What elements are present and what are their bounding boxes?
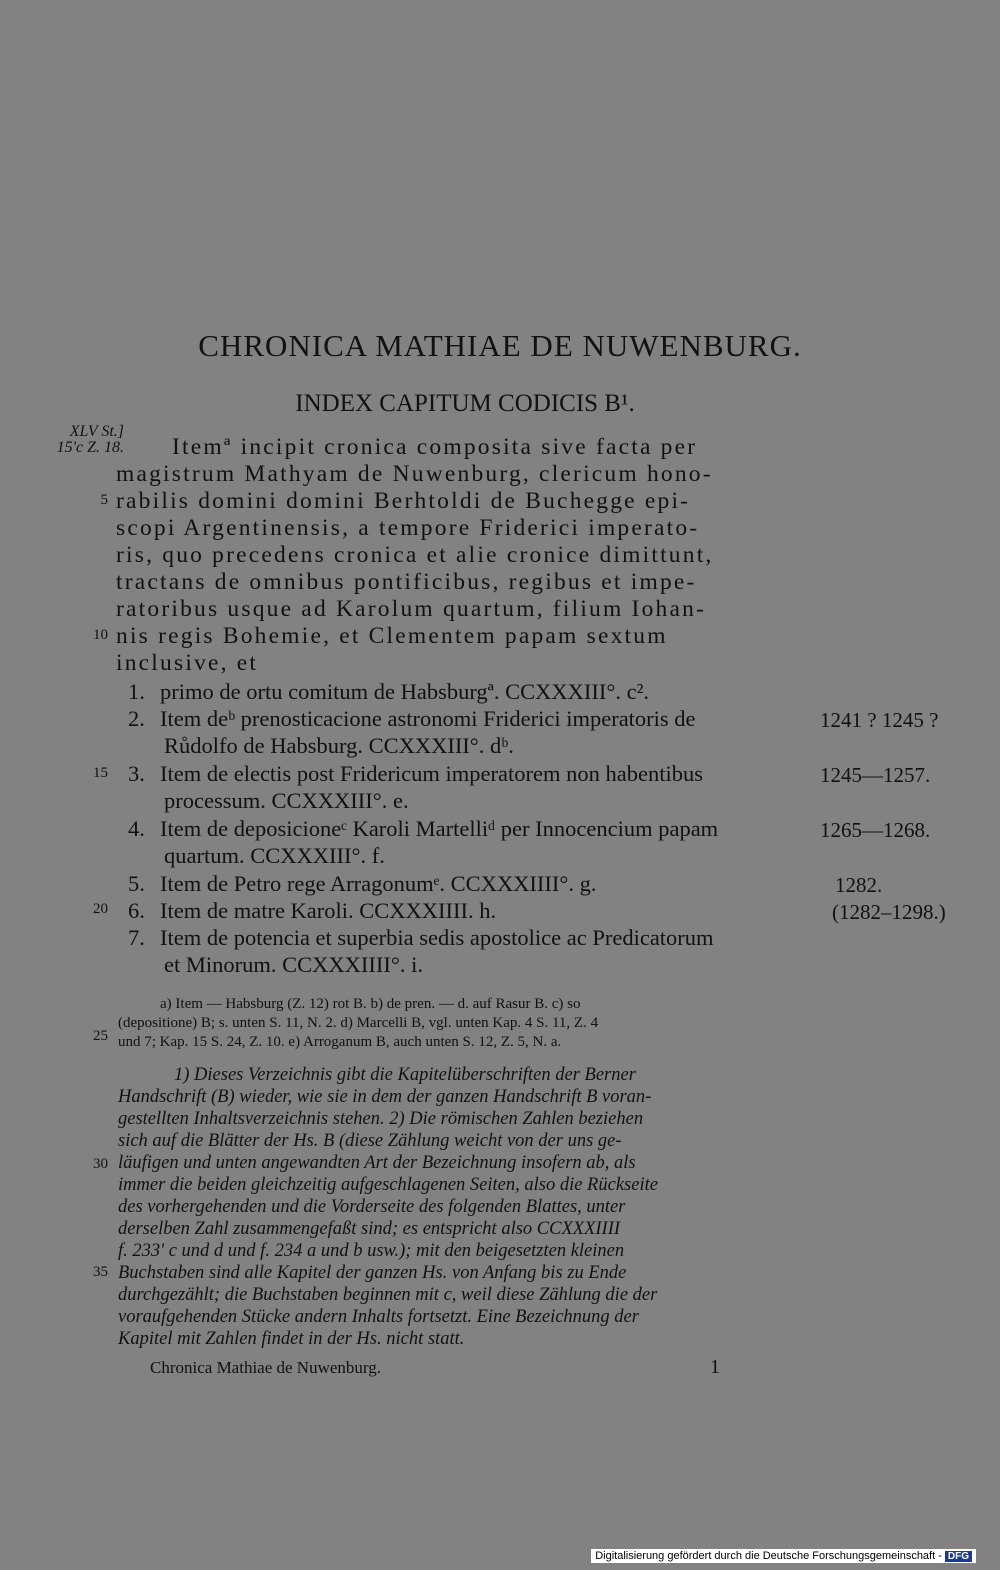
- apparatus-footnotes: [118, 995, 826, 1052]
- line-number-25: 25: [93, 1028, 108, 1044]
- entry-text: Item deᵇ prenosticacione astronomi Friderici imperatoris de: [160, 706, 696, 731]
- entry-text: Item de Petro rege Arragonumᵉ. CCXXXIIII°. g.: [160, 871, 597, 896]
- entry-text: Item de potencia et superbia sedis apostolice ac Predicatorum: [160, 925, 714, 950]
- footnote-line: voraufgehenden Stücke andern Inhalts fortsetzt. Eine Bezeichnung der: [118, 1307, 639, 1327]
- margin-reference: [28, 424, 124, 456]
- entry-text: Item de deposicioneᶜ Karoli Martelliᵈ per Innocencium papam: [160, 816, 719, 841]
- apparatus-line: (depositione) B; s. unten S. 11, N. 2. d) Marcelli B, vgl. unten Kap. 4 S. 11, Z. 4: [118, 1015, 599, 1031]
- line-number-5: 5: [100, 492, 108, 508]
- margin-reference-line2: 15'c Z. 18.: [56, 439, 124, 456]
- line-number-35: 35: [93, 1264, 108, 1280]
- body-line: ratoribus usque ad Karolum quartum, filium Iohan-: [116, 596, 707, 622]
- line-number-30: 30: [93, 1156, 108, 1172]
- footnote-line: des vorhergehenden und die Vorderseite des folgenden Blattes, unter: [118, 1197, 626, 1217]
- chapter-entry-3: [128, 760, 703, 814]
- entry-text-cont: processum. CCXXXIII°. e.: [164, 788, 409, 813]
- entry-date-6: (1282–1298.): [832, 900, 946, 924]
- line-number-15: 15: [93, 765, 108, 781]
- entry-date-3: 1245—1257.: [820, 763, 931, 787]
- dfg-notice[interactable]: [591, 1549, 976, 1563]
- entry-date-5: 1282.: [835, 873, 883, 897]
- entry-number: 7.: [128, 925, 145, 950]
- footnote-line: läufigen und unten angewandten Art der Bezeichnung insofern ab, als: [118, 1153, 636, 1173]
- footnote-line: gestellten Inhaltsverzeichnis stehen. 2) Die römischen Zahlen beziehen: [118, 1109, 644, 1129]
- footnote-line: f. 233' c und d und f. 234 a und b usw.); mit den beigesetzten kleinen: [118, 1241, 625, 1261]
- footnote-line: 1) Dieses Verzeichnis gibt die Kapitelüberschriften der Berner: [174, 1065, 636, 1085]
- margin-reference-line1: XLV St.]: [69, 423, 124, 440]
- line-number-20: 20: [93, 901, 108, 917]
- index-subtitle: INDEX CAPITUM CODICIS B¹.: [295, 390, 635, 417]
- entry-text-cont: quartum. CCXXXIII°. f.: [164, 843, 385, 868]
- footnote-line: derselben Zahl zusammengefaßt sind; es entspricht also CCXXXIIII: [118, 1219, 621, 1239]
- dfg-notice-text: Digitalisierung gefördert durch die Deutsche Forschungsgemeinschaft -: [595, 1550, 942, 1562]
- footnote-line: immer die beiden gleichzeitig aufgeschlagenen Seiten, also die Rückseite: [118, 1175, 658, 1195]
- entry-date-2: 1241 ? 1245 ?: [820, 708, 939, 732]
- page-number: 1: [710, 1356, 720, 1378]
- apparatus-line: a) Item — Habsburg (Z. 12) rot B. b) de pren. — d. auf Rasur B. c) so: [160, 996, 581, 1012]
- entry-date-4: 1265—1268.: [820, 818, 931, 842]
- body-line: nis regis Bohemie, et Clementem papam sextum: [116, 623, 668, 649]
- body-line: rabilis domini domini Berhtoldi de Buchegge epi-: [116, 488, 691, 514]
- entry-text-cont: Růdolfo de Habsburg. CCXXXIII°. dᵇ.: [164, 733, 514, 758]
- chapter-entry-4: [128, 815, 718, 869]
- body-line: ris, quo precedens cronica et alie cronice dimittunt,: [116, 542, 714, 568]
- entry-text: primo de ortu comitum de Habsburgª. CCXXXIII°. c².: [160, 679, 649, 704]
- footnote-line: Buchstaben sind alle Kapitel der ganzen Hs. von Anfang bis zu Ende: [118, 1263, 627, 1283]
- body-line: scopi Argentinensis, a tempore Friderici imperato-: [116, 515, 700, 541]
- editorial-footnotes: [118, 1064, 826, 1350]
- entry-text: Item de electis post Fridericum imperatorem non habentibus: [160, 761, 703, 786]
- chapter-entry-7: [128, 924, 714, 978]
- entry-text: Item de matre Karoli. CCXXXIIII. h.: [160, 898, 497, 923]
- entry-number: 3.: [128, 761, 145, 786]
- entry-number: 6.: [128, 898, 145, 923]
- footnote-line: Handschrift (B) wieder, wie sie in dem der ganzen Handschrift B voran-: [118, 1087, 652, 1107]
- dfg-logo-icon: DFG: [945, 1551, 972, 1562]
- chapter-entry-6: [128, 897, 496, 924]
- entry-number: 4.: [128, 816, 145, 841]
- page-title: CHRONICA MATHIAE DE NUWENBURG.: [198, 328, 802, 363]
- body-line: inclusive, et: [116, 650, 259, 676]
- apparatus-line: und 7; Kap. 15 S. 24, Z. 10. e) Arroganum B, auch unten S. 12, Z. 5, N. a.: [118, 1034, 562, 1050]
- footnote-line: sich auf die Blätter der Hs. B (diese Zählung weicht von der uns ge-: [118, 1131, 622, 1151]
- running-footer: Chronica Mathiae de Nuwenburg.: [150, 1358, 382, 1377]
- entry-number: 1.: [128, 679, 145, 704]
- entry-number: 2.: [128, 706, 145, 731]
- chapter-entry-1: [128, 678, 649, 705]
- body-line: tractans de omnibus pontificibus, regibus et impe-: [116, 569, 697, 595]
- entry-number: 5.: [128, 871, 145, 896]
- footnote-line: Kapitel mit Zahlen findet in der Hs. nicht statt.: [118, 1329, 465, 1349]
- entry-text-cont: et Minorum. CCXXXIIII°. i.: [164, 952, 423, 977]
- footnote-line: durchgezählt; die Buchstaben beginnen mit c, weil diese Zählung die der: [118, 1285, 658, 1305]
- chapter-entry-2: [128, 705, 696, 759]
- body-line: Itemª incipit cronica composita sive facta per: [172, 434, 698, 460]
- chapter-entry-5: [128, 870, 597, 897]
- body-line: magistrum Mathyam de Nuwenburg, clericum hono-: [116, 461, 713, 487]
- line-number-10: 10: [93, 627, 108, 643]
